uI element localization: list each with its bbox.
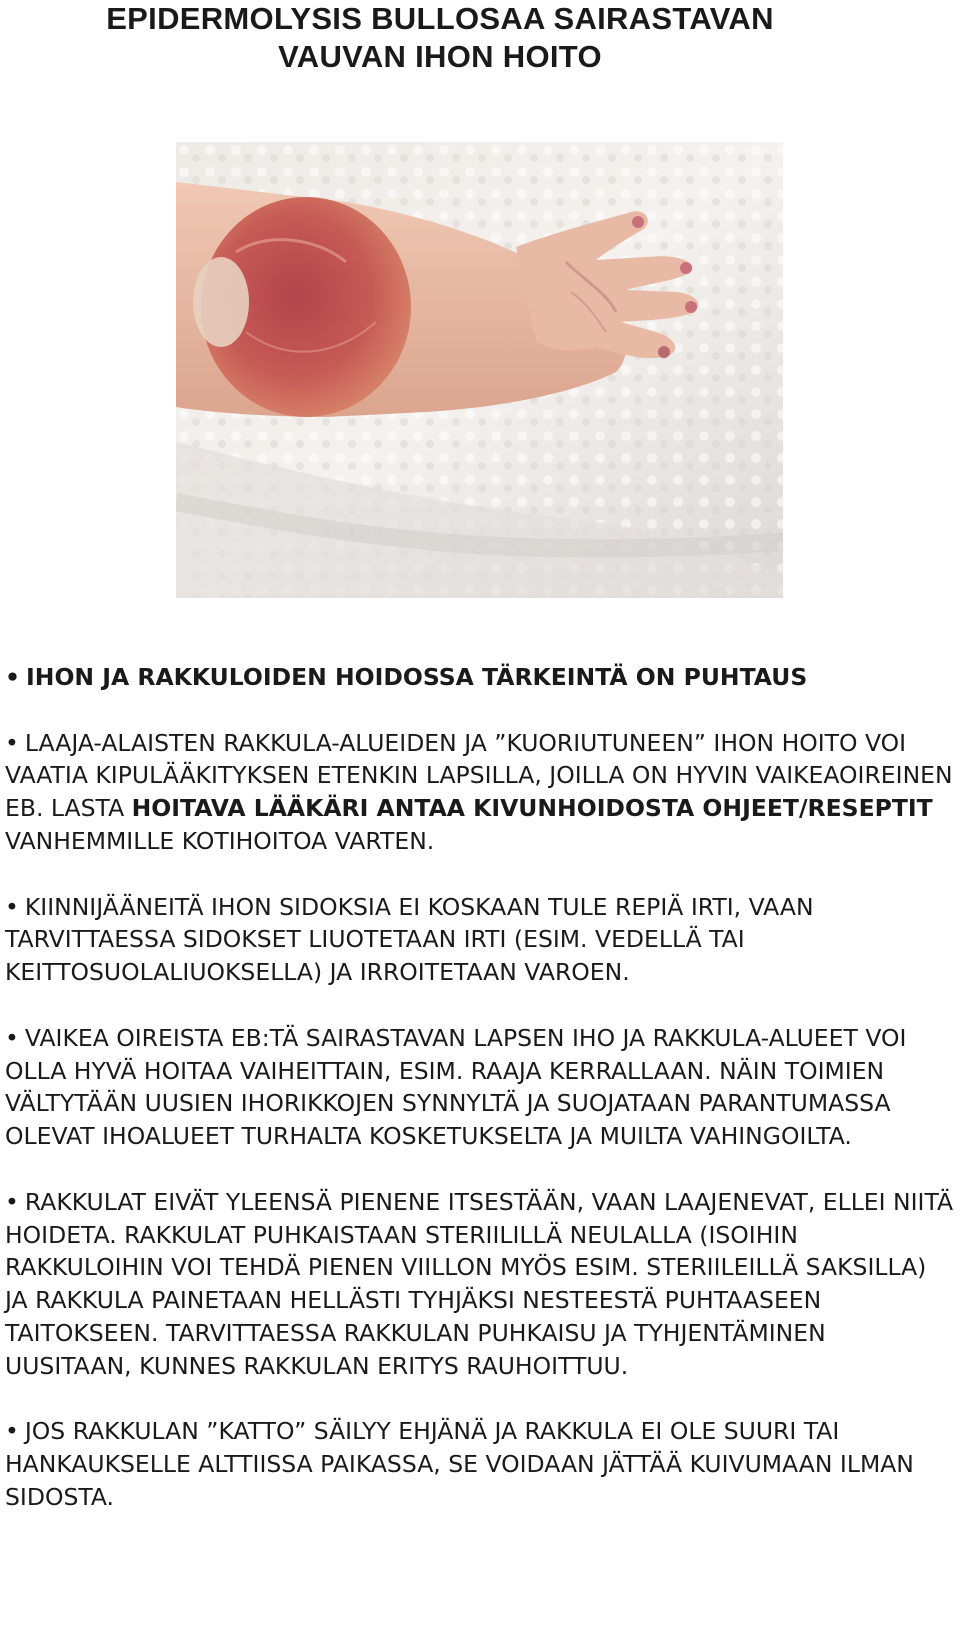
page-title bbox=[0, 0, 880, 76]
bullet-text: IHON JA RAKKULOIDEN HOIDOSSA TÄRKEINTÄ ON PUHTAUS bbox=[26, 663, 808, 691]
list-item bbox=[5, 891, 955, 989]
arm-with-blister-photo bbox=[176, 142, 783, 598]
list-item bbox=[5, 1415, 955, 1513]
list-item bbox=[5, 661, 955, 694]
bullet-bold-text: HOITAVA LÄÄKÄRI ANTAA KIVUNHOIDOSTA OHJEET/RESEPTIT bbox=[131, 794, 933, 823]
bullet-marker: • bbox=[5, 1023, 19, 1052]
bullet-text: JOS RAKKULAN ”KATTO” SÄILYY EHJÄNÄ JA RAKKULA EI OLE SUURI TAI HANKAUKSELLE ALTTIISSA PAIKASSA, SE VOIDAAN JÄTTÄÄ KUIVUMAAN ILMAN SIDOSTA. bbox=[5, 1417, 914, 1511]
care-instructions-list bbox=[5, 661, 955, 1547]
bullet-marker: • bbox=[5, 728, 19, 757]
bullet-text-cont: VANHEMMILLE KOTIHOITOA VARTEN. bbox=[5, 826, 435, 855]
bullet-text: VAIKEA OIREISTA EB:TÄ SAIRASTAVAN LAPSEN IHO JA RAKKULA-ALUEET VOI OLLA HYVÄ HOITAA VAIHEITTAIN, ESIM. RAAJA KERRALLAAN. NÄIN TOIMIEN VÄLTYTÄÄN UUSIEN IHORIKKOJEN SYNNYLTÄ JA SUOJATAAN PARANTUMASSA OLEVAT IHOALUEET TURHALTA KOSKETUKSELTA JA MUILTA VAHINGOILTA. bbox=[5, 1023, 907, 1151]
list-item bbox=[5, 1186, 955, 1383]
bullet-marker: • bbox=[5, 1187, 19, 1216]
title-line-2: VAUVAN IHON HOITO bbox=[278, 39, 602, 74]
title-line-1: EPIDERMOLYSIS BULLOSAA SAIRASTAVAN bbox=[106, 1, 774, 36]
list-item bbox=[5, 1022, 955, 1153]
bullet-marker: • bbox=[5, 1417, 19, 1446]
list-item bbox=[5, 727, 955, 858]
bullet-text: LAAJA-ALAISTEN RAKKULA-ALUEIDEN JA ”KUORIUTUNEEN” IHON HOITO VOI VAATIA KIPULÄÄKITYKSEN ETENKIN LAPSILLA, JOILLA ON HYVIN VAIKEAOIREINEN EB. LASTA bbox=[5, 728, 953, 823]
bullet-text: KIINNIJÄÄNEITÄ IHON SIDOKSIA EI KOSKAAN TULE REPIÄ IRTI, VAAN TARVITTAESSA SIDOKSET LIUOTETAAN IRTI (ESIM. VEDELLÄ TAI KEITTOSUOLALIUOKSELLA) JA IRROITETAAN VAROEN. bbox=[5, 892, 814, 987]
bullet-text: RAKKULAT EIVÄT YLEENSÄ PIENENE ITSESTÄÄN, VAAN LAAJENEVAT, ELLEI NIITÄ HOIDETA. RAKKULAT PUHKAISTAAN STERIILILLÄ NEULALLA (ISOIHIN RAKKULOIHIN VOI TEHDÄ PIENEN VIILLON MYÖS ESIM. STERIILEILLÄ SAKSILLA) JA RAKKULA PAINETAAN HELLÄSTI TYHJÄKSI NESTEESTÄ PUHTAASEEN TAITOKSEEN. TARVITTAESSA RAKKULAN PUHKAISU JA TYHJENTÄMINEN UUSITAAN, KUNNES RAKKULAN ERITYS RAUHOITTUU. bbox=[5, 1187, 954, 1380]
bullet-marker: • bbox=[5, 663, 21, 691]
bullet-marker: • bbox=[5, 892, 19, 921]
